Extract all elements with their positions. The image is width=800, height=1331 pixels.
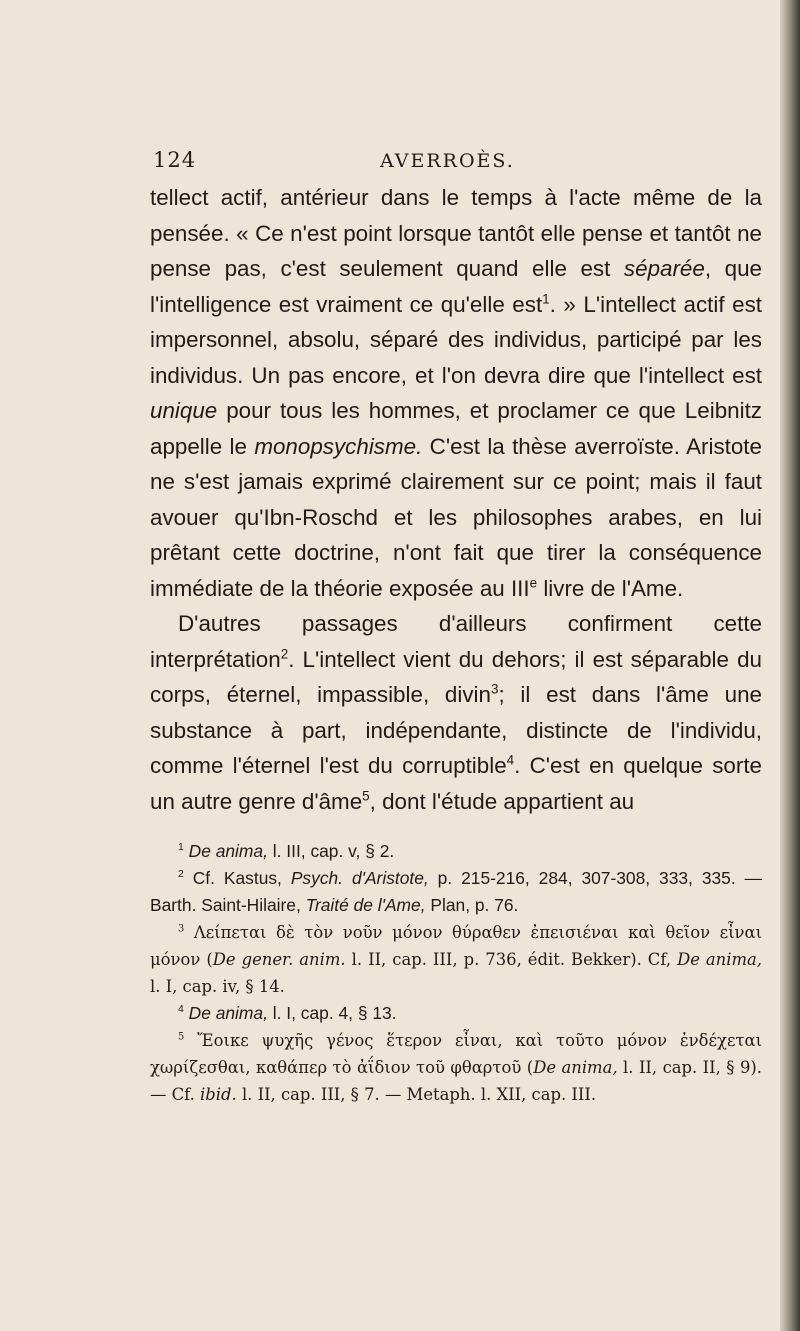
footnote-5: $^5$ Ἔοικε ψυχῆς γένος ἕτερον εἶναι, καὶ τοῦτο μόνον ἐνδέχεται χωρίζεσθαι, καθάπερ τὸ ἀΐδιον τοῦ φθαρτοῦ (De anima, l. II, cap. II, § 9). — Cf. ibid. l. II, cap. III, § 7. — Metaph. l. XII, cap. III.: [150, 1031, 762, 1104]
footnote-ref-4: 4: [506, 752, 515, 768]
footnote-ref-3: 3: [490, 681, 499, 697]
footnote-1: $^1$ De anima, l. III, cap. v, § 2.: [178, 841, 395, 861]
footnotes: [150, 838, 762, 1108]
page-number: 124: [153, 148, 197, 172]
body-text: [150, 180, 762, 819]
footnote-4: $^4$ De anima, l. I, cap. 4, § 13.: [178, 1003, 397, 1023]
running-head: AVERROÈS.: [380, 150, 515, 172]
page-edge-shadow: [780, 0, 800, 1331]
page-header: [153, 148, 753, 178]
footnote-ref-5: 5: [362, 788, 370, 804]
footnote-ref-1: 1: [542, 291, 550, 307]
footnote-2: $^2$ Cf. Kastus, Psych. d'Aristote, p. 215-216, 284, 307-308, 333, 335. —Barth. Saint-Hilaire, Traité de l'Ame, Plan, p. 76.: [150, 868, 762, 915]
paragraph-1: tellect actif, antérieur dans le temps à l'acte même de la pensée. « Ce n'est point lorsque tantôt elle pense et tantôt ne pense pas, c'est seulement quand elle est séparée, que l'intelligence est vraiment ce qu'elle est$^1$. » L'intellect actif est impersonnel, absolu, séparé des individus, participé par les individus. Un pas encore, et l'on devra dire que l'intellect est unique pour tous les hommes, et proclamer ce que Leibnitz appelle le monopsychisme. C'est la thèse averroïste. Aristote ne s'est jamais exprimé clairement sur ce point; mais il faut avouer qu'Ibn-Roschd et les philosophes arabes, en lui prêtant cette doctrine, n'ont fait que tirer la conséquence immédiate de la théorie exposée au IIIe livre de l'Ame.: [150, 185, 762, 601]
footnote-ref-2: 2: [280, 646, 289, 662]
footnote-3: $^3$ Λείπεται δὲ τὸν νοῦν μόνον θύραθεν ἐπεισιέναι καὶ θεῖον εἶναι μόνον (De gener. anim. l. II, cap. III, p. 736, édit. Bekker). Cf, De anima, l. I, cap. iv, § 14.: [150, 923, 763, 996]
paragraph-2: D'autres passages d'ailleurs confirment cette interprétation$^2$. L'intellect vient du dehors; il est séparable du corps, éternel, impassible, divin$^3$; il est dans l'âme une substance à part, indépendante, distincte de l'individu, comme l'éternel l'est du corruptible$^4$. C'est en quelque sorte un autre genre d'âme$^5$, dont l'étude appartient au: [150, 611, 762, 814]
